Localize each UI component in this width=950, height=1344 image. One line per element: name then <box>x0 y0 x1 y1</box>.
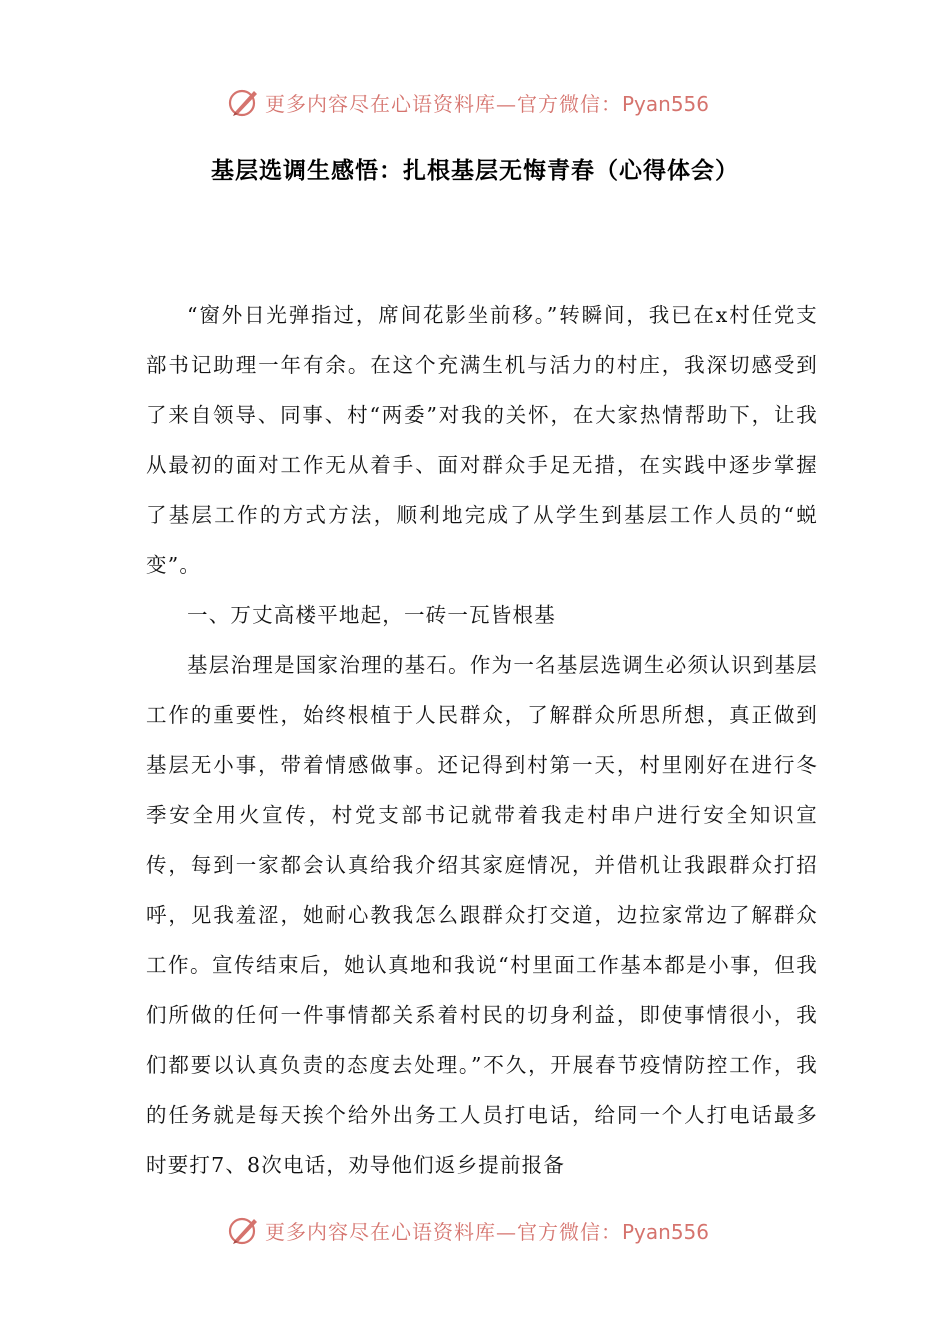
document-body <box>146 290 818 1190</box>
banner-text-wechat-id: Pyan556 <box>622 91 710 116</box>
banner-text-cn: 更多内容尽在心语资料库—官方微信： <box>265 1219 622 1244</box>
body-paragraph: “窗外日光弹指过，席间花影坐前移。”转瞬间，我已在x村任党支部书记助理一年有余。在这个充满生机与活力的村庄，我深切感受到了来自领导、同事、村“两委”对我的关怀，在大家热情帮助下，让我从最初的面对工作无从着手、面对群众手足无措，在实践中逐步掌握了基层工作的方式方法，顺利地完成了从学生到基层工作人员的“蜕变”。 <box>146 303 818 577</box>
body-paragraph: 基层治理是国家治理的基石。作为一名基层选调生必须认识到基层工作的重要性，始终根植于人民群众，了解群众所思所想，真正做到基层无小事，带着情感做事。还记得到村第一天，村里刚好在进行冬季安全用火宣传，村党支部书记就带着我走村串户进行安全知识宣传，每到一家都会认真给我介绍其家庭情况，并借机让我跟群众打招呼，见我羞涩，她耐心教我怎么跟群众打交道，边拉家常边了解群众工作。宣传结束后，她认真地和我说“村里面工作基本都是小事，但我们所做的任何一件事情都关系着村民的切身利益，即使事情很小，我们都要以认真负责的态度去处理。”不久，开展春节疫情防控工作，我的任务就是每天挨个给外出务工人员打电话，给同一个人打电话最多时要打7、8次电话，劝导他们返乡提前报备 <box>146 653 818 1177</box>
section-heading: 一、万丈高楼平地起，一砖一瓦皆根基 <box>187 603 556 627</box>
banner-text <box>265 88 709 117</box>
banner-text <box>265 1216 709 1245</box>
pen-logo-icon <box>227 85 261 119</box>
pen-logo-icon <box>227 1213 261 1247</box>
banner-text-cn: 更多内容尽在心语资料库—官方微信： <box>265 91 622 116</box>
header-watermark-banner <box>0 82 950 122</box>
document-title: 基层选调生感悟：扎根基层无悔青春（心得体会） <box>211 158 739 184</box>
footer-watermark-banner <box>0 1210 950 1250</box>
banner-text-wechat-id: Pyan556 <box>622 1219 710 1244</box>
